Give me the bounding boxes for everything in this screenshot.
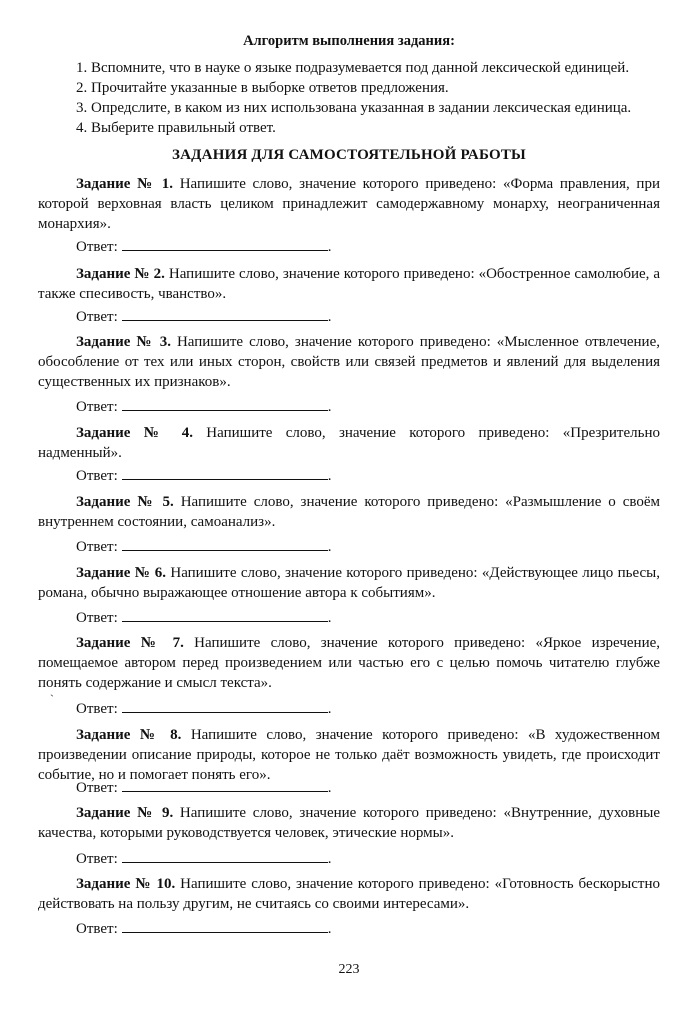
algorithm-title: Алгоритм выполнения задания: [243,33,455,49]
task-label: Задание № 1. [76,176,174,192]
scan-speck: ` [50,692,54,706]
answer-field[interactable] [122,306,328,321]
answer-field[interactable] [122,918,328,933]
task-8 [38,725,660,785]
answer-2 [76,306,332,327]
answer-3 [76,396,332,417]
answer-10 [76,918,332,939]
answer-1 [76,236,332,257]
task-text: Напишите слово, значение которого приведено: «Готовность бескорыстно действовать на пользу другим, не считаясь со своими интересами». [38,876,660,912]
task-text: Напишите слово, значение которого приведено: «Внутренние, духовные качества, которыми руководствуется человек, этические нормы». [38,805,660,841]
task-text: Напишите слово, значение которого приведено: «Обостренное самолюбие, а также спесивость, чванство». [38,266,661,302]
section-title: ЗАДАНИЯ ДЛЯ САМОСТОЯТЕЛЬНОЙ РАБОТЫ [172,147,526,163]
answer-label: Ответ: [76,399,118,415]
answer-period: . [327,399,332,415]
answer-8 [76,777,332,798]
answer-period: . [327,309,332,325]
answer-period: . [327,921,332,937]
answer-4 [76,465,332,486]
task-text: Напишите слово, значение которого приведено: «Яркое изречение, помещаемое автором перед произведением или частью его с целью помочь читателю глубже понять содержание и смысл текста». [38,635,660,691]
task-text: Напишите слово, значение которого приведено: «В художественном произведении описание природы, которое не только даёт возможность увидеть, где происходит событие, но и помогает понять его». [38,727,660,783]
task-text: Напишите слово, значение которого приведено: «Действующее лицо пьесы, романа, обычно выражающее отношение автора к событиям». [38,565,660,601]
answer-field[interactable] [122,607,328,622]
task-label: Задание № 7. [76,635,184,651]
answer-9 [76,848,332,869]
answer-field[interactable] [122,465,328,480]
task-5 [38,492,660,532]
task-text: Напишите слово, значение которого приведено: «Презрительно надменный». [38,425,660,461]
answer-label: Ответ: [76,239,118,255]
answer-label: Ответ: [76,851,118,867]
answer-period: . [327,701,332,717]
answer-6 [76,607,332,628]
answer-field[interactable] [122,848,328,863]
answer-field[interactable] [122,536,328,551]
answer-field[interactable] [122,236,328,251]
algorithm-step: 1. Вспомните, что в науке о языке подразумевается под данной лексической единицей. [76,60,630,76]
task-1 [38,174,660,234]
answer-label: Ответ: [76,610,118,626]
task-label: Задание № 9. [76,805,174,821]
answer-label: Ответ: [76,468,118,484]
answer-period: . [327,468,332,484]
answer-label: Ответ: [76,539,118,555]
algorithm-steps [76,58,676,138]
algorithm-step: 3. Опредслите, в каком из них использована указанная в задании лексическая единица. [76,100,632,116]
answer-field[interactable] [122,698,328,713]
task-text: Напишите слово, значение которого приведено: «Размышление о своём внутреннем состоянии, самоанализ». [38,494,660,530]
task-6 [38,563,660,603]
task-label: Задание № 3. [76,334,171,350]
task-10 [38,874,660,914]
answer-period: . [327,780,332,796]
answer-7 [76,698,332,719]
answer-period: . [327,610,332,626]
task-label: Задание № 5. [76,494,174,510]
answer-period: . [327,851,332,867]
task-label: Задание № 10. [76,876,176,892]
task-9 [38,803,660,843]
task-label: Задание № 6. [76,565,167,581]
task-label: Задание № 8. [76,727,182,743]
answer-period: . [327,539,332,555]
answer-period: . [327,239,332,255]
algorithm-step: 4. Выберите правильный ответ. [76,120,276,136]
task-7 [38,633,660,693]
page-number: 223 [338,962,360,977]
answer-field[interactable] [122,777,328,792]
task-text: Напишите слово, значение которого приведено: «Мысленное отвлечение, обособление от тех или иных сторон, свойств или связей предметов и явлений для выделения существенных их признаков». [38,334,660,390]
task-label: Задание № 2. [76,266,165,282]
algorithm-step: 2. Прочитайте указанные в выборке ответов предложения. [76,80,449,96]
task-label: Задание № 4. [76,425,193,441]
answer-label: Ответ: [76,701,118,717]
answer-5 [76,536,332,557]
answer-label: Ответ: [76,921,118,937]
answer-field[interactable] [122,396,328,411]
answer-label: Ответ: [76,780,118,796]
task-3 [38,332,660,392]
answer-label: Ответ: [76,309,118,325]
task-text: Напишите слово, значение которого приведено: «Форма правления, при которой верховная власть целиком принадлежит самодержавному монарху, неограниченная монархия». [38,176,660,232]
task-2 [38,264,660,304]
task-4 [38,423,660,463]
